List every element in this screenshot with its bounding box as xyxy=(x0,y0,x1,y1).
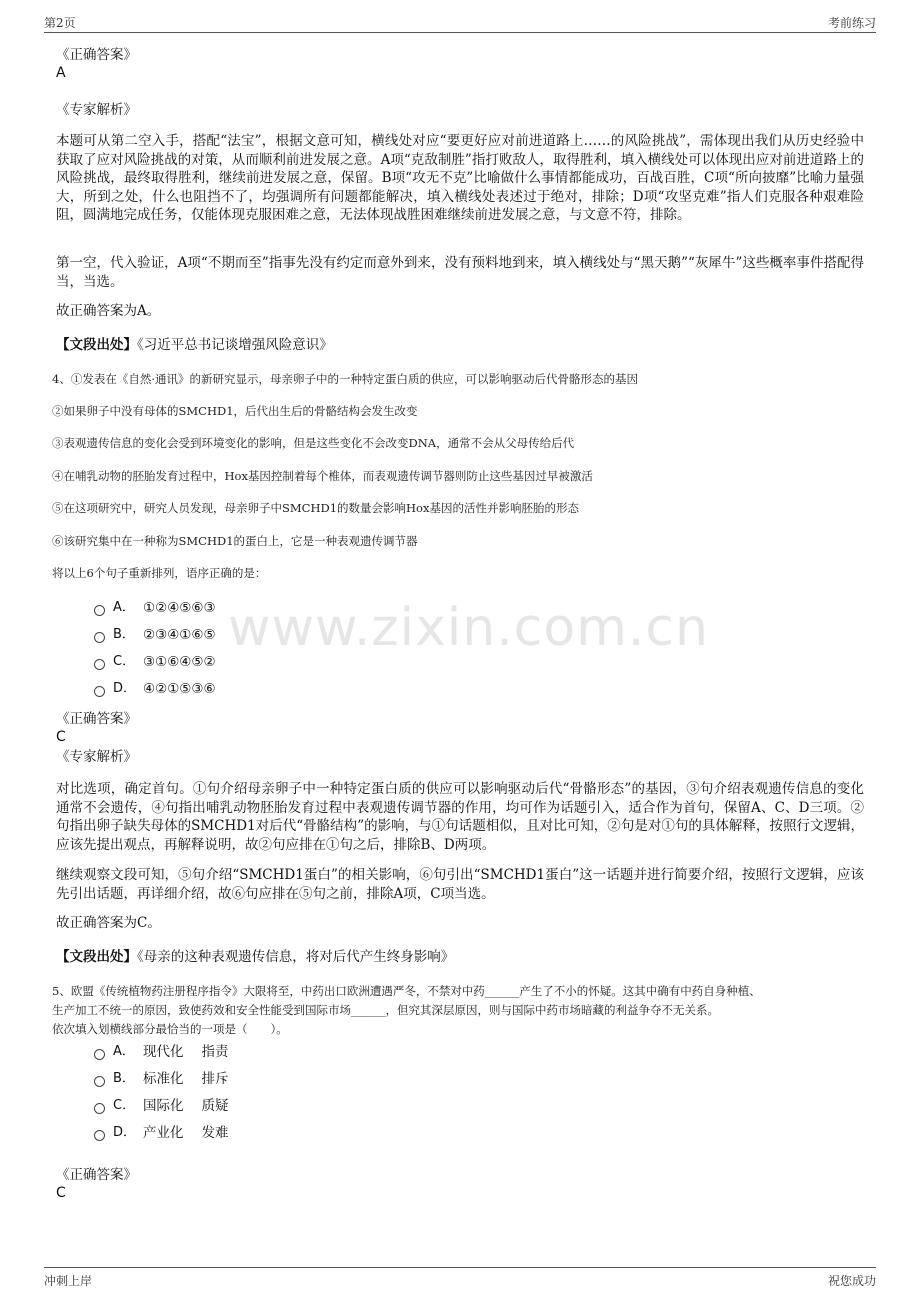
radio-button-icon[interactable] xyxy=(94,1076,105,1087)
question-stem: 5、欧盟《传统植物药注册程序指令》大限将至，中药出口欧洲遭遇严冬，不禁对中药______产生了不小的怀疑。这其中确有中药自身种植、 xyxy=(52,984,761,998)
option-letter: B． xyxy=(113,627,135,642)
source-title: 《母亲的这种表观遗传信息，将对后代产生终身影响》 xyxy=(137,949,455,965)
radio-button-icon[interactable] xyxy=(94,1103,105,1114)
page-header xyxy=(44,14,876,32)
option-b[interactable] xyxy=(94,1070,229,1088)
source-citation xyxy=(56,336,333,354)
header-divider xyxy=(44,32,876,33)
option-word-1: 现代化 xyxy=(143,1044,184,1060)
radio-button-icon[interactable] xyxy=(94,659,105,670)
option-word-1: 产业化 xyxy=(143,1125,184,1141)
source-title: 《习近平总书记谈增强风险意识》 xyxy=(137,337,333,353)
analysis-paragraph: 对比选项，确定首句。①句介绍母亲卵子中一种特定蛋白质的供应可以影响驱动后代“骨骼形态”的基因，③句介绍表观遗传信息的变化通常不会遗传，④句指出哺乳动物胚胎发育过程中表观遗传调节器的作用，均可作为话题引入，适合作为首句，保留A、C、D三项。②句指出卵子缺失母体的SMCHD1对后代“骨骼结构”的影响，与①句话题相似，且对比可知，②句是对①句的具体解释，按照行文逻辑，应该先提出观点，再解释说明，故②句应排在①句之后，排除B、D两项。 xyxy=(56,781,864,853)
answer-label: 《正确答案》 xyxy=(56,47,137,63)
analysis-label: 《专家解析》 xyxy=(56,102,137,118)
option-text: ③①⑥④⑤② xyxy=(143,654,216,670)
footer-divider xyxy=(44,1267,876,1268)
radio-button-icon[interactable] xyxy=(94,686,105,697)
answer-value: A xyxy=(56,65,66,81)
answer-label: 《正确答案》 xyxy=(56,711,137,727)
option-letter: A． xyxy=(113,600,135,615)
option-b[interactable] xyxy=(94,626,216,644)
option-d[interactable] xyxy=(94,1124,229,1142)
option-c[interactable] xyxy=(94,1097,229,1115)
header-title: 考前练习 xyxy=(827,16,876,30)
option-word-2: 发难 xyxy=(201,1125,229,1141)
radio-button-icon[interactable] xyxy=(94,1130,105,1141)
page-number: 第2页 xyxy=(44,16,76,30)
analysis-conclusion: 故正确答案为C。 xyxy=(56,915,161,931)
option-a[interactable] xyxy=(94,599,216,617)
page-footer xyxy=(44,1272,876,1290)
question-prompt: 将以上6个句子重新排列，语序正确的是： xyxy=(52,566,267,580)
answer-label: 《正确答案》 xyxy=(56,1167,137,1183)
option-d[interactable] xyxy=(94,680,216,698)
footer-right-text: 祝您成功 xyxy=(827,1274,876,1288)
radio-button-icon[interactable] xyxy=(94,1049,105,1060)
source-tag: 【文段出处】 xyxy=(56,337,137,353)
option-text: ②③④①⑥⑤ xyxy=(143,627,216,643)
option-letter: B． xyxy=(113,1071,135,1086)
option-a[interactable] xyxy=(94,1043,229,1061)
option-letter: C． xyxy=(113,654,136,669)
analysis-label: 《专家解析》 xyxy=(56,749,137,765)
question-prompt: 依次填入划横线部分最恰当的一项是（ ）。 xyxy=(52,1022,288,1036)
question-sentence: ③表观遗传信息的变化会受到环境变化的影响，但是这些变化不会改变DNA，通常不会从父母传给后代 xyxy=(52,436,575,450)
option-c[interactable] xyxy=(94,653,216,671)
analysis-paragraph: 继续观察文段可知，⑤句介绍“SMCHD1蛋白”的相关影响，⑥句引出“SMCHD1蛋白”这一话题并进行简要介绍，按照行文逻辑，应该先引出话题，再详细介绍，故⑥句应排在⑤句之前，排除A项，C项当选。 xyxy=(56,867,864,902)
radio-button-icon[interactable] xyxy=(94,605,105,616)
option-word-2: 排斥 xyxy=(201,1071,229,1087)
watermark: www.zixin.com.cn xyxy=(228,598,709,658)
option-text: ①②④⑤⑥③ xyxy=(143,600,216,616)
analysis-conclusion: 故正确答案为A。 xyxy=(56,303,161,319)
option-word-1: 国际化 xyxy=(143,1098,184,1114)
analysis-paragraph: 第一空，代入验证，A项“不期而至”指事先没有约定而意外到来，没有预料地到来，填入横线处与“黑天鹅”“灰犀牛”这些概率事件搭配得当，当选。 xyxy=(56,255,864,290)
source-tag: 【文段出处】 xyxy=(56,949,137,965)
answer-value: C xyxy=(56,1185,66,1201)
option-word-1: 标准化 xyxy=(143,1071,184,1087)
answer-value: C xyxy=(56,729,66,745)
question-stem: 4、①发表在《自然·通讯》的新研究显示，母亲卵子中的一种特定蛋白质的供应，可以影响驱动后代骨骼形态的基因 xyxy=(52,372,638,386)
question-sentence: ⑥该研究集中在一种称为SMCHD1的蛋白上，它是一种表观遗传调节器 xyxy=(52,534,418,548)
question-stem: 生产加工不统一的原因，致使药效和安全性能受到国际市场______，但究其深层原因，则与国际中药市场暗藏的利益争夺不无关系。 xyxy=(52,1003,719,1017)
option-word-2: 质疑 xyxy=(201,1098,229,1114)
footer-left-text: 冲刺上岸 xyxy=(44,1274,93,1288)
analysis-paragraph: 本题可从第二空入手，搭配“法宝”，根据文意可知，横线处对应“要更好应对前进道路上……的风险挑战”，需体现出我们从历史经验中获取了应对风险挑战的对策，从而顺利前进发展之意。A项“克敌制胜”指打败敌人，取得胜利，填入横线处可以体现出应对前进道路上的风险挑战，最终取得胜利，继续前进发展之意，保留。B项“攻无不克”比喻做什么事情都能成功，百战百胜，C项“所向披靡”比喻力量强大，所到之处，什么也阻挡不了，均强调所有问题都能解决，填入横线处表述过于绝对，排除；D项“攻坚克难”指人们克服各种艰难险阻，圆满地完成任务，仅能体现克服困难之意，无法体现战胜困难继续前进发展之意，与文意不符，排除。 xyxy=(56,133,864,224)
option-letter: D． xyxy=(113,681,137,696)
option-text: ④②①⑤③⑥ xyxy=(143,681,216,697)
option-letter: C． xyxy=(113,1098,136,1113)
source-citation xyxy=(56,948,454,966)
question-sentence: ②如果卵子中没有母体的SMCHD1，后代出生后的骨骼结构会发生改变 xyxy=(52,404,418,418)
option-letter: A． xyxy=(113,1044,135,1059)
option-word-2: 指责 xyxy=(201,1044,229,1060)
question-sentence: ⑤在这项研究中，研究人员发现，母亲卵子中SMCHD1的数量会影响Hox基因的活性并影响胚胎的形态 xyxy=(52,501,579,515)
radio-button-icon[interactable] xyxy=(94,632,105,643)
question-sentence: ④在哺乳动物的胚胎发育过程中，Hox基因控制着每个椎体，而表观遗传调节器则防止这些基因过早被激活 xyxy=(52,469,593,483)
option-letter: D． xyxy=(113,1125,137,1140)
